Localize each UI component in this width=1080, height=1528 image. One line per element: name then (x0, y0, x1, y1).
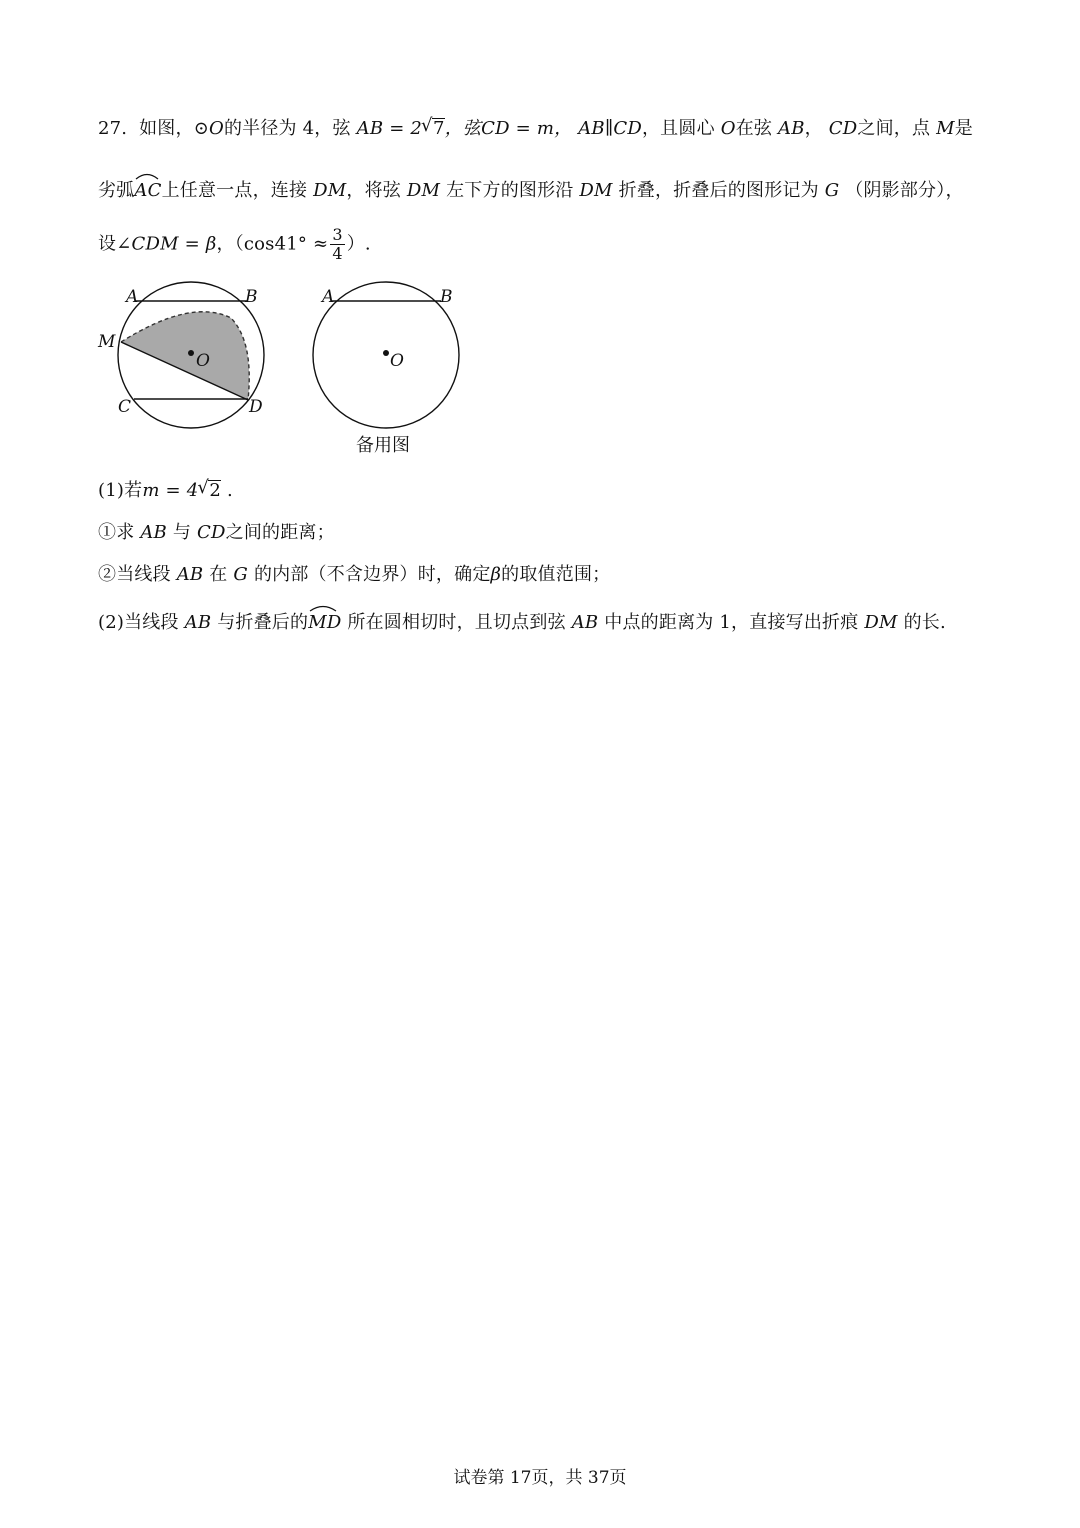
label-a-spare: A (322, 287, 335, 307)
label-b: B (245, 287, 258, 307)
center-dot-spare (383, 350, 389, 356)
left-figure (97, 282, 264, 428)
question-2: ②当线段 AB 在 G 的内部（不含边界）时，确定β的取值范围； (98, 564, 611, 585)
problem-line-1: 27. 如图，⊙O的半径为 4，弦 AB = 2√ 7，弦CD = m， AB∥CD，且圆心 O在弦 AB， CD之间，点 M是 (98, 116, 973, 142)
arc-mark-icon (134, 170, 160, 180)
figure-caption: 备用图 (356, 435, 410, 456)
question-1: ①求 AB 与 CD之间的距离； (98, 522, 335, 543)
arc-ac: AC (134, 172, 161, 204)
fraction-3-4: $\frac{3}{4}$ (332, 225, 343, 263)
label-a: A (126, 287, 139, 307)
label-d: D (249, 397, 263, 417)
arc-mark-icon (308, 602, 338, 612)
geometry-figure (96, 280, 476, 440)
problem-line-3: 设∠CDM = β，（cos41° ≈ $\frac{3}{4}$ ）. (98, 225, 371, 263)
label-m: M (98, 332, 116, 352)
page-footer: 试卷第 17页，共 37页 (453, 1468, 627, 1488)
sqrt-2: √ 2 (208, 480, 221, 501)
label-o: O (196, 351, 210, 371)
part-1: (1)若m = 4√ 2 . (98, 478, 233, 504)
problem-number: 27. (98, 118, 128, 139)
center-dot (188, 350, 194, 356)
sqrt-7: √ 7 (432, 118, 445, 139)
part-2: (2)当线段 AB 与折叠后的 MD 所在圆相切时，且切点到弦 AB 中点的距离为 1，直接写出折痕 DM 的长. (98, 604, 946, 636)
label-b-spare: B (440, 287, 453, 307)
arc-md: MD (308, 604, 341, 636)
label-o-spare: O (390, 351, 404, 371)
shaded-region-g (121, 312, 249, 400)
problem-line-2: 劣弧 AC上任意一点，连接 DM，将弦 DM 左下方的图形沿 DM 折叠，折叠后的图形记为 G （阴影部分）， (98, 172, 964, 204)
label-c: C (118, 397, 132, 417)
right-figure (313, 282, 459, 428)
